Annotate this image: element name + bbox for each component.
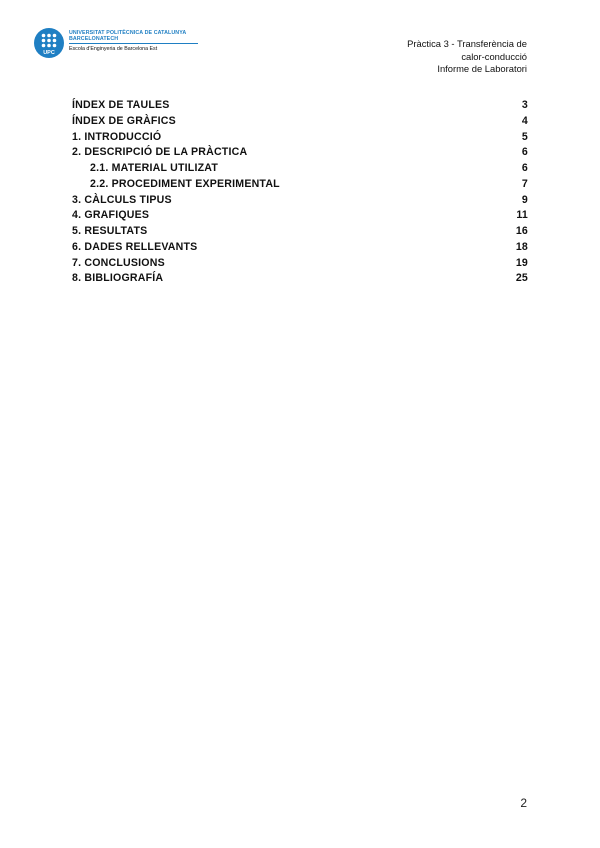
toc-entry-page: 11 [516, 209, 528, 222]
toc-entry-label: 4. GRAFIQUES [72, 209, 150, 222]
toc-entry-label: 2.1. MATERIAL UTILIZAT [90, 162, 218, 174]
toc-subentry[interactable] [72, 178, 528, 194]
toc-entry-label: 6. DADES RELLEVANTS [72, 240, 198, 253]
toc-entry[interactable] [72, 99, 528, 115]
logo-divider [69, 43, 198, 44]
toc-entry-label: 7. CONCLUSIONS [72, 256, 165, 269]
toc-entry[interactable] [72, 115, 528, 131]
header-line-2: calor-conducció [461, 50, 527, 62]
toc-entry-page: 16 [515, 225, 528, 237]
upc-logo-icon [34, 28, 64, 58]
toc-entry[interactable] [72, 272, 528, 288]
upc-logo [34, 28, 209, 62]
page-header [0, 0, 600, 90]
toc-entry[interactable] [72, 241, 528, 257]
header-line-1: Pràctica 3 - Transferència de [407, 38, 527, 49]
toc-subentry[interactable] [72, 162, 528, 178]
header-line-3: Informe de Laboratori [437, 63, 527, 74]
toc-entry-label: 2.2. PROCEDIMENT EXPERIMENTAL [90, 177, 280, 190]
toc-entry-page: 3 [521, 99, 528, 111]
toc-entry-label: 8. BIBLIOGRAFÍA [72, 272, 164, 285]
toc-entry-label: 5. RESULTATS [72, 225, 148, 237]
page-number: 2 [520, 796, 527, 810]
toc-entry-page: 25 [515, 272, 528, 285]
toc-entry-page: 7 [521, 177, 528, 190]
toc-entry-page: 4 [521, 114, 528, 127]
toc-entry-label: 2. DESCRIPCIÓ DE LA PRÀCTICA [72, 146, 248, 159]
university-name-line1: UNIVERSITAT POLITÈCNICA DE CATALUNYA [69, 30, 187, 36]
toc-entry-page: 6 [521, 162, 528, 174]
toc-entry-label: ÍNDEX DE TAULES [72, 99, 170, 111]
school-name: Escola d'Enginyeria de Barcelona Est [69, 46, 158, 53]
university-name-line2: BARCELONATECH [69, 36, 119, 43]
toc-entry-page: 5 [521, 130, 528, 143]
toc-entry-label: ÍNDEX DE GRÀFICS [72, 114, 176, 127]
toc-entry[interactable] [72, 131, 528, 147]
table-of-contents [72, 99, 528, 288]
logo-acronym: UPC [43, 50, 55, 56]
toc-entry-page: 9 [521, 193, 528, 206]
toc-entry[interactable] [72, 209, 528, 225]
toc-entry[interactable] [72, 146, 528, 162]
document-header-text [407, 38, 527, 76]
toc-entry-label: 1. INTRODUCCIÓ [72, 130, 162, 143]
toc-entry-page: 6 [521, 146, 528, 159]
toc-entry-label: 3. CÀLCULS TIPUS [72, 193, 172, 206]
toc-entry-page: 19 [515, 256, 528, 269]
toc-entry[interactable] [72, 225, 528, 241]
toc-entry-page: 18 [515, 240, 528, 253]
logo-text [69, 30, 198, 52]
toc-entry[interactable] [72, 257, 528, 273]
toc-entry[interactable] [72, 194, 528, 210]
